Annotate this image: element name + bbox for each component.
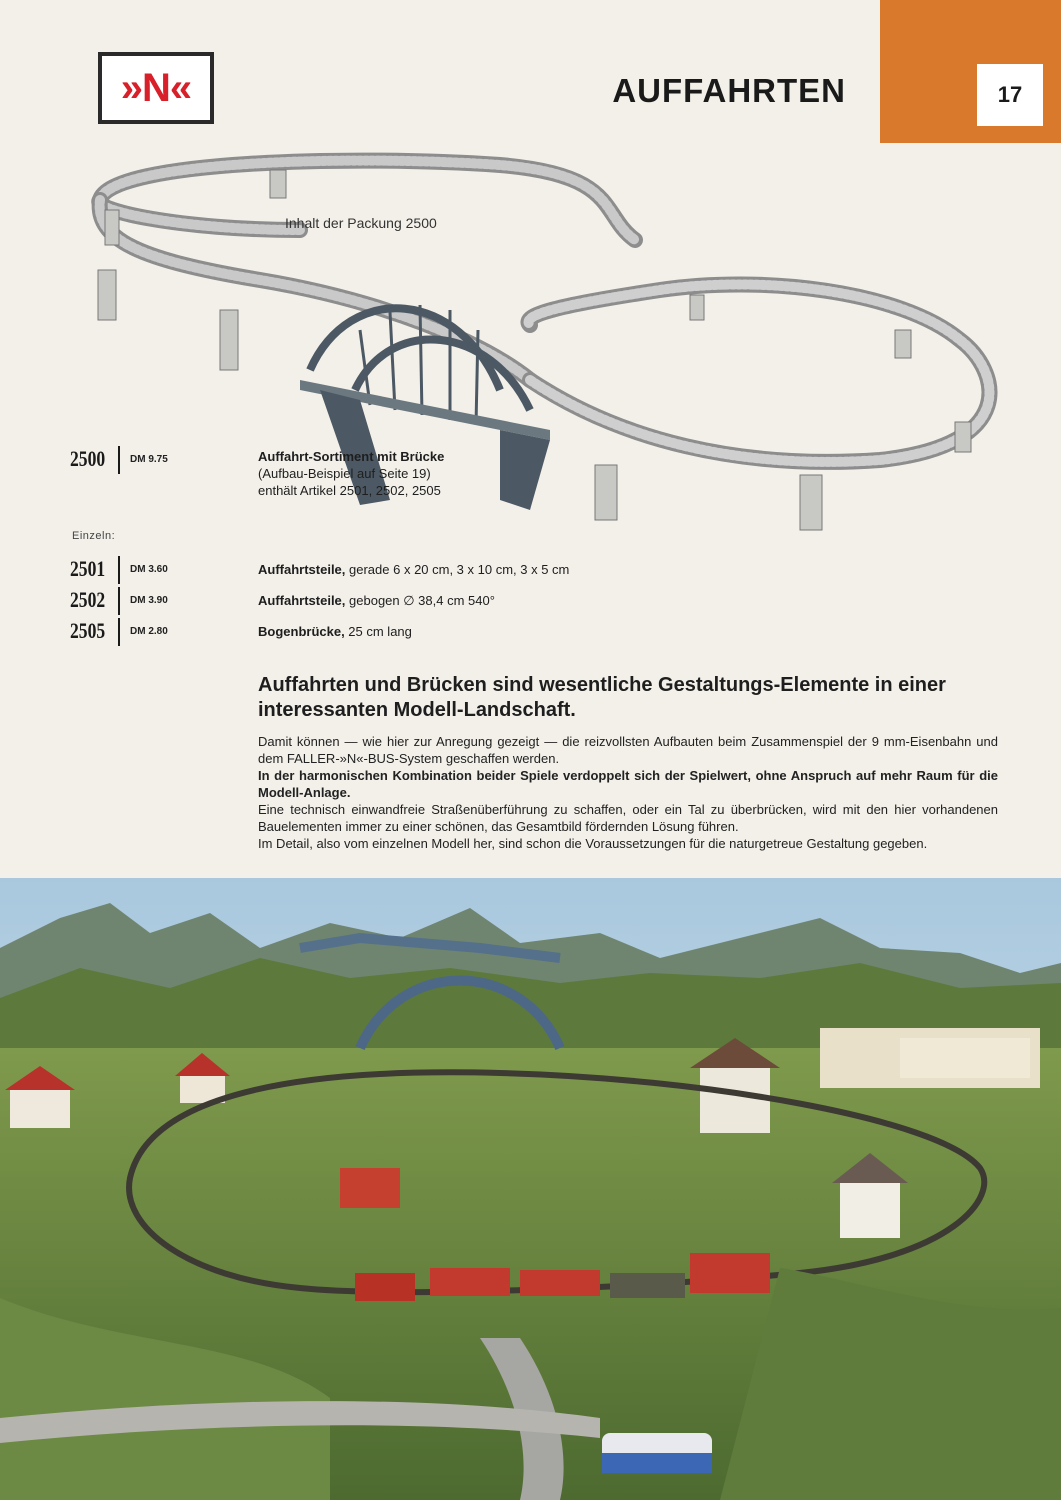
- article-number: 2505: [70, 618, 106, 643]
- divider: [118, 556, 120, 584]
- paragraph: Eine technisch einwandfreie Straßenüberführung zu schaffen, oder ein Tal zu überbrücken, wird mit den hier vorhandenen Bauelementen immer zu einer schönen, das Gesamtbild fördernden Lösung führen.: [258, 802, 998, 834]
- model-layout-photo: [0, 878, 1061, 1500]
- logo-text: »N«: [120, 65, 192, 110]
- divider: [118, 587, 120, 615]
- article-name: Auffahrt-Sortiment mit Brücke: [258, 449, 445, 464]
- article-description: [258, 562, 569, 577]
- article-name: Auffahrtsteile,: [258, 593, 346, 608]
- article-number: 2502: [70, 587, 106, 612]
- article-price: DM 9.75: [130, 454, 168, 465]
- paragraph-emphasis: In der harmonischen Kombination beider Spiele verdoppelt sich der Spielwert, ohne Anspruch auf mehr Raum für die Modell-Anlage.: [258, 768, 998, 800]
- article-number: 2501: [70, 556, 106, 581]
- article-price: DM 3.90: [130, 595, 168, 606]
- section-headline: Auffahrten und Brücken sind wesentliche Gestaltungs-Elemente in einer interessanten Modell-Landschaft.: [258, 674, 946, 721]
- brand-logo: [98, 52, 214, 124]
- article-detail: 25 cm lang: [344, 624, 412, 639]
- article-note: (Aufbau-Beispiel auf Seite 19): [258, 466, 431, 481]
- set-row: [70, 446, 970, 498]
- article-price: DM 2.80: [130, 626, 168, 637]
- singles-label: Einzeln:: [72, 530, 116, 542]
- article-price: DM 3.60: [130, 564, 168, 575]
- article-name: Bogenbrücke,: [258, 624, 345, 639]
- article-description: [258, 448, 444, 499]
- body-text: [258, 733, 998, 852]
- figure-caption: Inhalt der Packung 2500: [285, 215, 437, 231]
- article-description: [258, 624, 412, 639]
- page-title: AUFFAHRTEN: [612, 72, 846, 109]
- paragraph: Im Detail, also vom einzelnen Modell her, sind schon die Voraussetzungen für die naturgetreue Gestaltung gegeben.: [258, 836, 928, 851]
- article-contents: enthält Artikel 2501, 2502, 2505: [258, 483, 441, 498]
- track-set-illustration: [60, 140, 1020, 540]
- article-detail: gerade 6 x 20 cm, 3 x 10 cm, 3 x 5 cm: [345, 562, 570, 577]
- article-name: Auffahrtsteile,: [258, 562, 346, 577]
- article-row: [70, 556, 970, 586]
- article-description: [258, 593, 495, 609]
- divider: [118, 446, 120, 474]
- paragraph: Damit können — wie hier zur Anregung gezeigt — die reizvollsten Aufbauten beim Zusammenspiel der 9 mm-Eisenbahn und dem FALLER-»N«-BUS-System geschaffen werden.: [258, 734, 998, 766]
- article-row: [70, 587, 970, 617]
- article-row: [70, 618, 970, 648]
- article-number: 2500: [70, 446, 106, 471]
- page-number: 17: [977, 64, 1043, 126]
- divider: [118, 618, 120, 646]
- article-detail: gebogen ∅ 38,4 cm 540°: [345, 593, 495, 608]
